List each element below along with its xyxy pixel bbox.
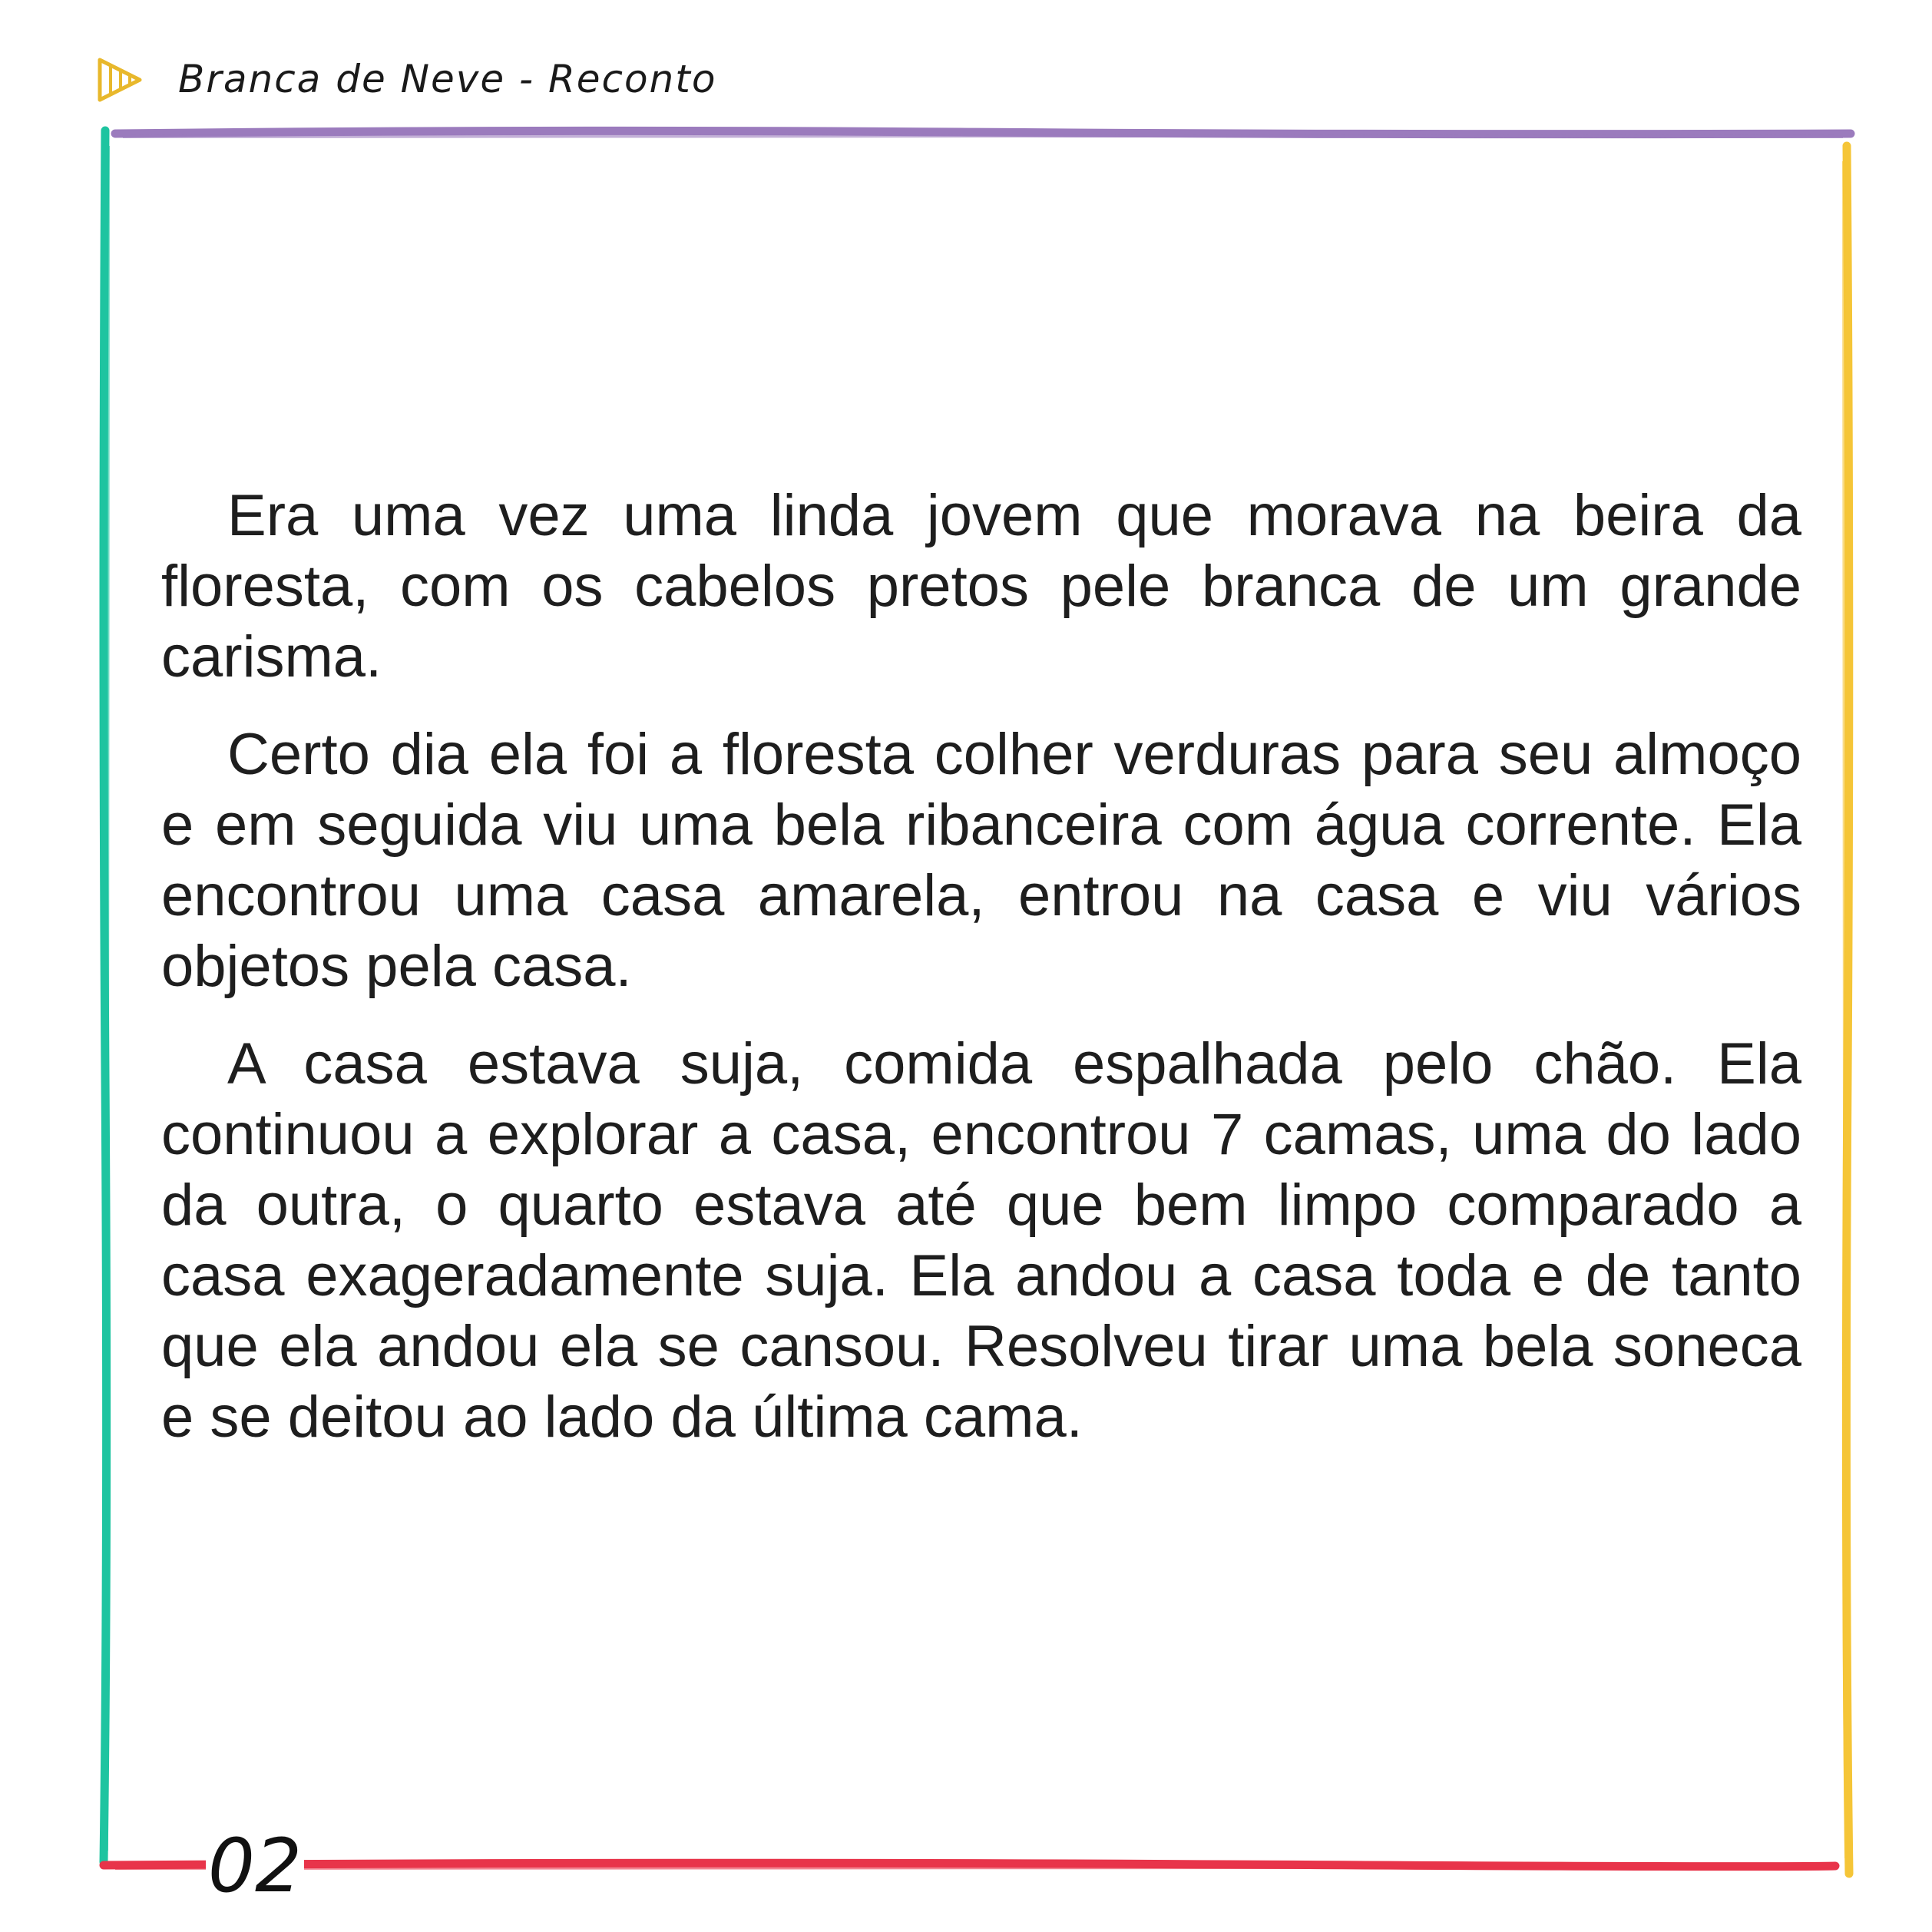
right-border xyxy=(1846,146,1849,1874)
story-body xyxy=(161,481,1801,1480)
document-title: Branca de Neve - Reconto xyxy=(178,57,717,101)
top-border xyxy=(115,131,1851,134)
story-paragraph: Era uma vez uma linda jovem que morava na beira da floresta, com os cabelos pretos pele branca de um grande carisma. xyxy=(161,483,1801,690)
bottom-border xyxy=(104,1863,1835,1866)
page-number: 02 xyxy=(206,1820,304,1912)
story-paragraph: A casa estava suja, comida espalhada pelo chão. Ela continuou a explorar a casa, encontrou 7 camas, uma do lado da outra, o quarto estava até que bem limpo comparado a casa exageradamente suja. Ela andou a casa toda e de tanto que ela andou ela se cansou. Resolveu tirar uma bela soneca e se deitou ao lado da última cama. xyxy=(161,1031,1801,1450)
story-paragraph: Certo dia ela foi a floresta colher verduras para seu almoço e em seguida viu uma bela ribanceira com água corrente. Ela encontrou uma casa amarela, entrou na casa e viu vários objetos pela casa. xyxy=(161,722,1801,999)
